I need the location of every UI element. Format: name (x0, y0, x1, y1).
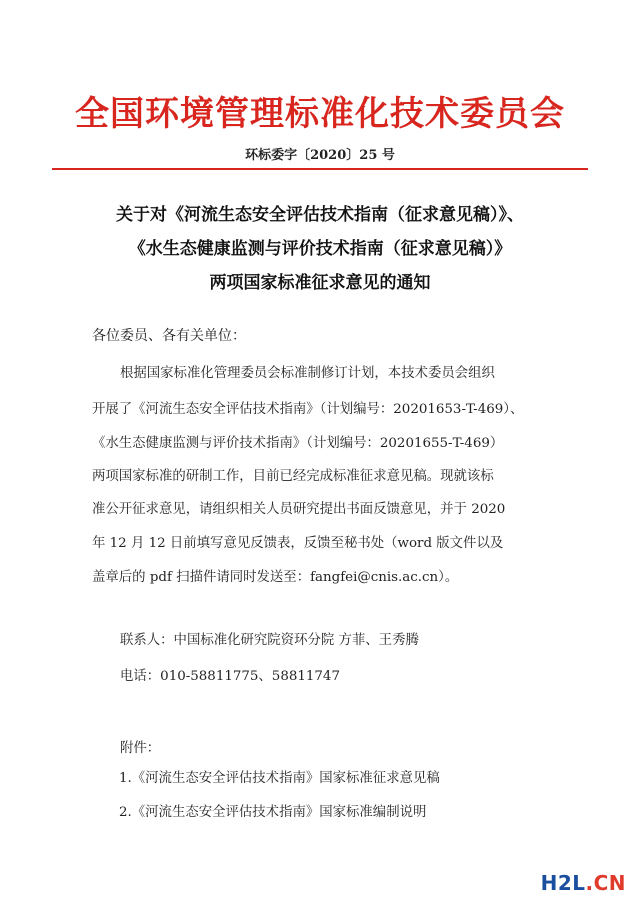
organization-header: 全国环境管理标准化技术委员会 (75, 94, 565, 134)
attachment-item: 2.《河流生态安全评估技术指南》国家标准编制说明 (119, 805, 427, 820)
title-line-2: 《水生态健康监测与评价技术指南（征求意见稿）》 (128, 239, 512, 259)
body-line: 盖章后的 pdf 扫描件请同时发送至：fangfei@cnis.ac.cn）。 (92, 570, 459, 585)
body-line: 年 12 月 12 日前填写意见反馈表，反馈至秘书处（word 版文件以及 (92, 536, 504, 551)
body-line: 《水生态健康监测与评价技术指南》（计划编号：20201655-T-469） (92, 436, 504, 451)
watermark-part: H2L (540, 871, 586, 895)
title-line-1: 关于对《河流生态安全评估技术指南（征求意见稿）》、 (116, 205, 524, 225)
attachments-heading: 附件： (120, 741, 161, 756)
contact-person: 联系人：中国标准化研究院资环分院 方菲、王秀腾 (120, 633, 419, 648)
contact-phone: 电话：010-58811775、58811747 (120, 669, 340, 684)
watermark-part: .CN (585, 871, 626, 895)
body-line: 开展了《河流生态安全评估技术指南》（计划编号：20201653-T-469）、 (92, 402, 524, 417)
header-divider (52, 168, 588, 170)
body-line: 两项国家标准的研制工作，目前已经完成标准征求意见稿。现就该标 (92, 469, 494, 484)
body-line: 根据国家标准化管理委员会标准制修订计划，本技术委员会组织 (120, 366, 495, 381)
body-line: 准公开征求意见，请组织相关人员研究提出书面反馈意见，并于 2020 (92, 502, 506, 517)
site-watermark-logo (541, 871, 626, 895)
document-number: 环标委字〔2020〕25 号 (245, 148, 395, 163)
title-line-3: 两项国家标准征求意见的通知 (209, 273, 431, 293)
attachment-item: 1.《河流生态安全评估技术指南》国家标准征求意见稿 (119, 771, 440, 786)
salutation: 各位委员、各有关单位： (92, 328, 246, 344)
